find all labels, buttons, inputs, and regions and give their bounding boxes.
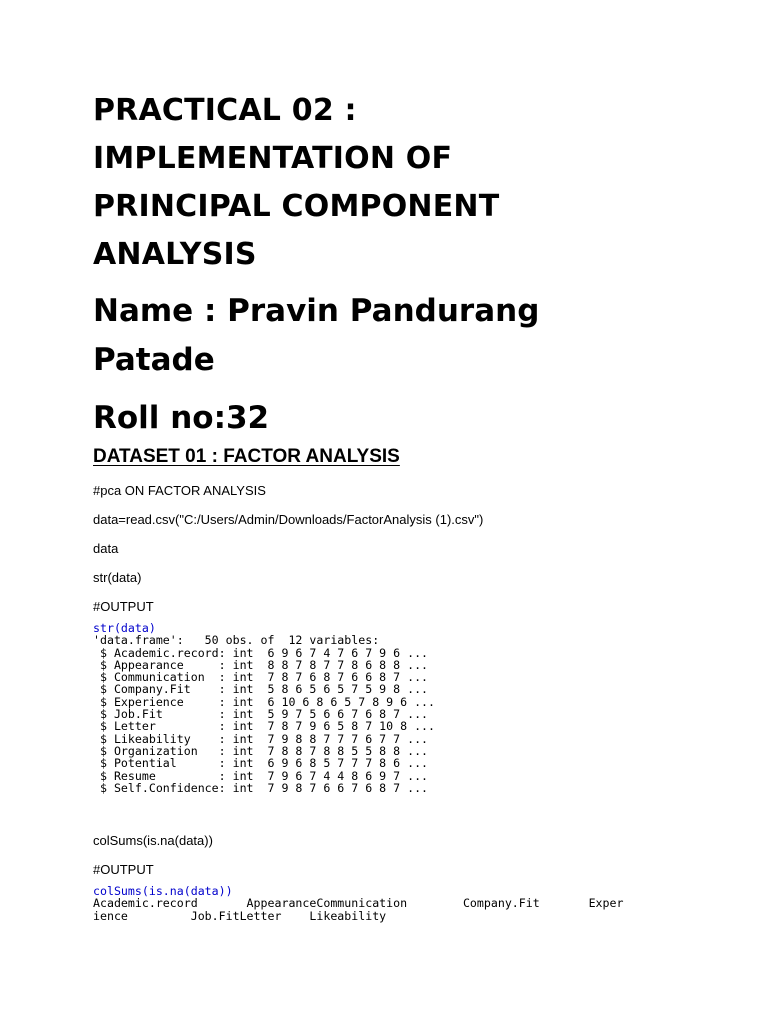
title-line: ANALYSIS xyxy=(93,237,257,272)
script-line: data xyxy=(93,541,119,556)
console-output-line: $ Communication : int 7 8 7 6 8 7 6 6 8 7 ... xyxy=(93,670,429,685)
console-output-line: $ Appearance : int 8 8 7 8 7 7 8 6 8 8 ... xyxy=(93,657,429,672)
practical-title xyxy=(93,87,753,279)
document-page xyxy=(93,0,753,922)
console-output-line: $ Company.Fit : int 5 8 6 5 6 5 7 5 9 8 ... xyxy=(93,682,429,697)
name-line: Name : Pravin Pandurang xyxy=(93,293,540,329)
output-label: #OUTPUT xyxy=(93,862,154,878)
console-command: str(data) xyxy=(93,621,156,635)
output-label: #OUTPUT xyxy=(93,599,154,614)
console-output-line: $ Job.Fit : int 5 9 7 5 6 6 7 6 8 7 ... xyxy=(93,707,429,722)
script-comment: #pca ON FACTOR ANALYSIS xyxy=(93,483,266,498)
console-output-line: $ Letter : int 7 8 7 9 6 5 8 7 10 8 ... xyxy=(93,719,436,734)
title-line: PRACTICAL 02 : xyxy=(93,93,357,128)
script-line: colSums(is.na(data)) xyxy=(93,833,213,849)
console-output-line: $ Likeability : int 7 9 8 8 7 7 7 6 7 7 ... xyxy=(93,731,429,746)
colsums-output-block xyxy=(93,885,753,922)
script-line: data=read.csv("C:/Users/Admin/Downloads/FactorAnalysis (1).csv") xyxy=(93,512,484,527)
name-line: Patade xyxy=(93,342,215,378)
console-output-line: $ Resume : int 7 9 6 7 4 4 8 6 9 7 ... xyxy=(93,768,429,783)
console-output-line: ience Job.FitLetter Likeability xyxy=(93,908,387,923)
console-output-line: 'data.frame': 50 obs. of 12 variables: xyxy=(93,633,380,648)
title-line: PRINCIPAL COMPONENT xyxy=(93,189,500,224)
console-output-line: $ Experience : int 6 10 6 8 6 5 7 8 9 6 ... xyxy=(93,694,436,709)
console-output-line: Academic.record AppearanceCommunication Company.Fit Exper xyxy=(93,896,624,911)
dataset-heading: DATASET 01 : FACTOR ANALYSIS xyxy=(93,446,400,467)
console-command: colSums(is.na(data)) xyxy=(93,884,233,899)
title-line: IMPLEMENTATION OF xyxy=(93,141,453,176)
console-output-line: $ Academic.record: int 6 9 6 7 4 7 6 7 9 6 ... xyxy=(93,645,429,660)
str-output-block xyxy=(93,622,753,794)
console-output-line: $ Organization : int 7 8 8 7 8 8 5 5 8 8 ... xyxy=(93,743,429,758)
console-output-line: $ Potential : int 6 9 6 8 5 7 7 7 8 6 ... xyxy=(93,756,429,771)
console-output-line: $ Self.Confidence: int 7 9 8 7 6 6 7 6 8 7 ... xyxy=(93,780,429,795)
roll-number: Roll no:32 xyxy=(93,400,270,436)
script-line: str(data) xyxy=(93,570,142,585)
student-name xyxy=(93,287,753,385)
